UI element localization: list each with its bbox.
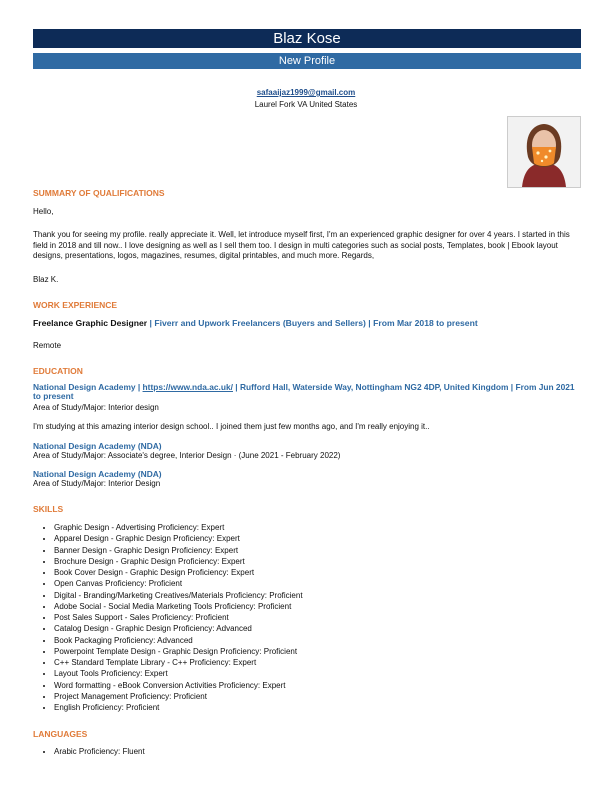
list-item: • Graphic Design - Advertising Proficiency: Expert — [54, 522, 303, 533]
profile-photo — [507, 116, 581, 188]
job-company-dates: | Fiverr and Upwork Freelancers (Buyers and Sellers) | From Mar 2018 to present — [147, 318, 478, 328]
summary-heading: SUMMARY OF QUALIFICATIONS — [33, 188, 165, 198]
list-item: • C++ Standard Template Library - C++ Proficiency: Expert — [54, 657, 303, 668]
education-school-3: National Design Academy (NDA) — [33, 469, 162, 479]
list-item: • Apparel Design - Graphic Design Proficiency: Expert — [54, 533, 303, 544]
list-item: • Word formatting - eBook Conversion Activities Proficiency: Expert — [54, 680, 303, 691]
list-item: • English Proficiency: Proficient — [54, 702, 303, 713]
education-study-2: Area of Study/Major: Associate's degree, Interior Design · (June 2021 - February 2022) — [33, 451, 341, 460]
list-item: • Digital - Branding/Marketing Creatives/Materials Proficiency: Proficient — [54, 590, 303, 601]
list-item: • Layout Tools Proficiency: Expert — [54, 668, 303, 679]
school-website-link[interactable]: https://www.nda.ac.uk/ — [142, 382, 233, 392]
location-text: Laurel Fork VA United States — [254, 100, 358, 109]
subtitle-header: New Profile — [33, 53, 581, 69]
summary-signoff: Blaz K. — [33, 275, 59, 284]
job-location: Remote — [33, 341, 62, 350]
summary-body: Thank you for seeing my profile. really appreciate it. Well, let introduce myself first, I'm an experienced graphic designer for over 4 years. I started in this field in 2018 and till now.. I love designing as well as I sell them too. I design in multi categories such as social posts, Templates, book | Ebook layout designs, presentations, logos, magazines, resumes, digital printables, and much more. Regards, — [33, 230, 570, 260]
education-school-1: National Design Academy | — [33, 382, 143, 392]
list-item: • Adobe Social - Social Media Marketing Tools Proficiency: Proficient — [54, 601, 303, 612]
list-item: • Arabic Proficiency: Fluent — [54, 746, 145, 757]
skills-list — [39, 522, 303, 714]
name-header: Blaz Kose — [33, 29, 581, 48]
education-details-1: | Rufford Hall, Waterside Way, Nottingham NG2 4DP, United Kingdom | From Jun 2021 to present — [33, 382, 575, 401]
education-note-1: I'm studying at this amazing interior design school.. I joined them just few months ago, and I'm really enjoying it.. — [33, 422, 430, 431]
education-school-2: National Design Academy (NDA) — [33, 441, 162, 451]
education-heading: EDUCATION — [33, 366, 83, 376]
education-study-3: Area of Study/Major: Interior Design — [33, 479, 161, 488]
job-title: Freelance Graphic Designer — [33, 318, 148, 328]
summary-greeting: Hello, — [33, 207, 54, 216]
email-link[interactable]: safaaijaz1999@gmail.com — [256, 88, 356, 97]
job-entry — [33, 318, 478, 328]
list-item: • Project Management Proficiency: Proficient — [54, 691, 303, 702]
person-portrait-icon — [508, 117, 580, 187]
education-study-1: Area of Study/Major: Interior design — [33, 403, 159, 412]
list-item: • Banner Design - Graphic Design Proficiency: Expert — [54, 545, 303, 556]
work-experience-heading: WORK EXPERIENCE — [33, 300, 118, 310]
skills-heading: SKILLS — [33, 504, 64, 514]
list-item: • Open Canvas Proficiency: Proficient — [54, 578, 303, 589]
education-entry-1-header — [33, 383, 581, 401]
list-item: • Powerpoint Template Design - Graphic Design Proficiency: Proficient — [54, 646, 303, 657]
list-item: • Book Cover Design - Graphic Design Proficiency: Expert — [54, 567, 303, 578]
list-item: • Catalog Design - Graphic Design Proficiency: Advanced — [54, 623, 303, 634]
list-item: • Book Packaging Proficiency: Advanced — [54, 635, 303, 646]
languages-heading: LANGUAGES — [33, 729, 88, 739]
list-item: • Brochure Design - Graphic Design Proficiency: Expert — [54, 556, 303, 567]
languages-list — [39, 746, 145, 757]
list-item: • Post Sales Support - Sales Proficiency: Proficient — [54, 612, 303, 623]
